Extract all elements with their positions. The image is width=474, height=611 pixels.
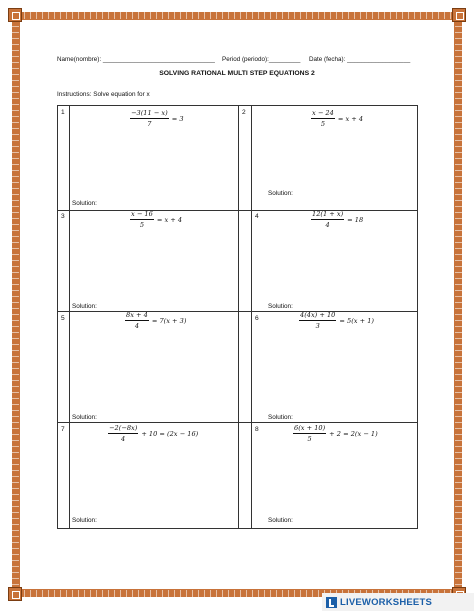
period-field[interactable]: [222, 56, 300, 63]
problem-number: 6: [255, 315, 259, 322]
problem-number: 8: [255, 426, 259, 433]
equation-4: [311, 210, 363, 229]
equation-rhs: = 18: [347, 215, 364, 224]
problem-number: 4: [255, 213, 259, 220]
instructions-text: Instructions: Solve equation for x: [57, 91, 150, 98]
denominator: 4: [121, 435, 126, 443]
numerator: 6(x + 10): [294, 424, 326, 432]
numerator: 4(4x) + 10: [300, 311, 336, 319]
numerator: 8x + 4: [126, 311, 148, 319]
solution-label: Solution:: [268, 517, 293, 524]
date-field[interactable]: [309, 56, 410, 63]
equation-rhs: = 3: [171, 114, 184, 123]
solution-label: Solution:: [72, 303, 97, 310]
date-blank: __________________: [347, 56, 411, 63]
solution-label: Solution:: [268, 414, 293, 421]
fraction: [125, 311, 149, 330]
number-column-line-right: [251, 106, 252, 528]
fraction: [108, 424, 138, 443]
equation-2: [311, 109, 363, 128]
fraction: [311, 210, 344, 229]
equation-rhs: = x + 4: [156, 215, 183, 224]
liveworksheets-badge[interactable]: [322, 593, 474, 611]
border-pattern-left: [12, 12, 19, 597]
problem-number: 3: [61, 213, 65, 220]
denominator: 7: [147, 120, 152, 128]
equation-rhs: = 7(x + 3): [151, 316, 187, 325]
problem-number: 7: [61, 426, 65, 433]
equation-8: [293, 424, 378, 443]
equation-7: [108, 424, 198, 443]
denominator: 4: [325, 221, 330, 229]
fraction: [293, 424, 326, 443]
name-blank: ________________________________: [102, 56, 215, 63]
fraction: [299, 311, 336, 330]
numerator: 12(1 + x): [312, 210, 344, 218]
numerator: −2(−8x): [109, 424, 138, 432]
worksheet-title: SOLVING RATIONAL MULTI STEP EQUATIONS 2: [159, 70, 315, 77]
solution-label: Solution:: [72, 200, 97, 207]
date-label: Date (fecha):: [309, 56, 346, 63]
equation-5: [125, 311, 186, 330]
solution-label: Solution:: [268, 303, 293, 310]
equation-rhs: + 10 = (2x − 16): [141, 429, 199, 438]
corner-ornament-top-left: [8, 8, 22, 22]
denominator: 5: [320, 120, 326, 128]
solution-label: Solution:: [72, 414, 97, 421]
problem-number: 1: [61, 109, 65, 116]
equation-6: [299, 311, 374, 330]
denominator: 4: [134, 322, 140, 330]
denominator: 3: [315, 322, 320, 330]
number-column-line-left: [69, 106, 70, 528]
corner-ornament-bottom-left: [8, 587, 22, 601]
name-field[interactable]: [57, 56, 215, 63]
liveworksheets-logo-icon: [326, 597, 337, 608]
numerator: x − 16: [131, 210, 153, 218]
fraction: [130, 109, 169, 128]
problem-grid: [57, 105, 418, 529]
problem-number: 2: [242, 109, 246, 116]
denominator: 5: [139, 221, 145, 229]
grid-divider-row-3: [58, 422, 417, 423]
border-pattern-right: [455, 12, 462, 597]
solution-label: Solution:: [268, 190, 293, 197]
period-blank: _________: [268, 56, 301, 63]
equation-3: [130, 210, 182, 229]
numerator: −3(11 − x): [131, 109, 168, 117]
fraction: [311, 109, 335, 128]
problem-number: 5: [61, 315, 65, 322]
fraction: [130, 210, 154, 229]
brand-name: LIVEWORKSHEETS: [340, 596, 433, 608]
grid-divider-vertical: [238, 106, 239, 528]
equation-rhs: = 5(x + 1): [339, 316, 374, 325]
equation-1: [130, 109, 184, 128]
equation-rhs: + 2 = 2(x − 1): [329, 429, 378, 438]
period-label: Period (periodo):: [222, 56, 269, 63]
name-label: Name(nombre):: [57, 56, 102, 63]
border-pattern-top: [12, 12, 462, 19]
denominator: 5: [307, 435, 312, 443]
equation-rhs: = x + 4: [337, 114, 364, 123]
solution-label: Solution:: [72, 517, 97, 524]
corner-ornament-top-right: [452, 8, 466, 22]
numerator: x − 24: [312, 109, 334, 117]
